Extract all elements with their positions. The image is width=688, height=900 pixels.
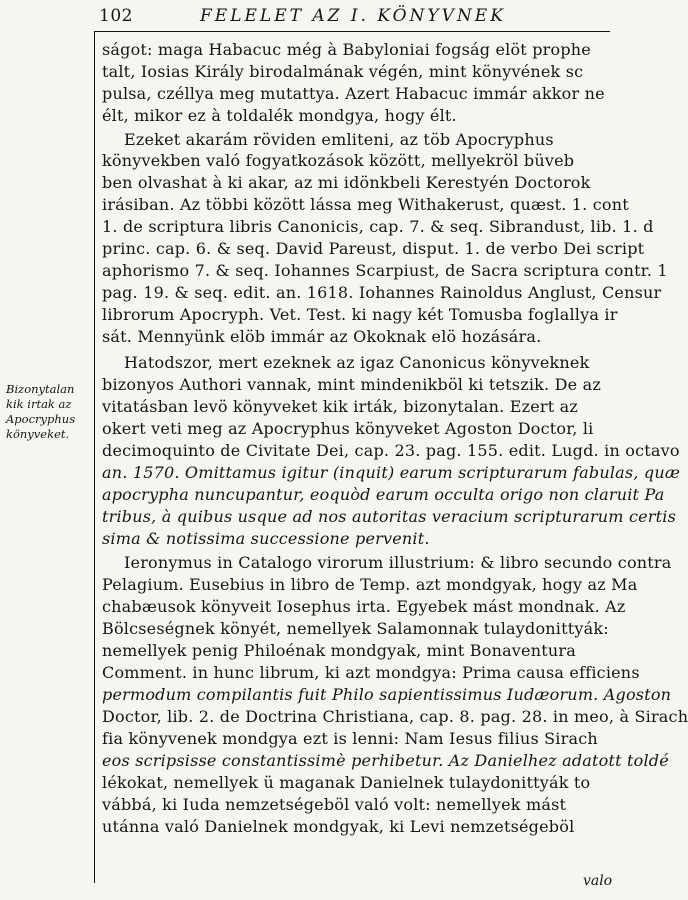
text-line: tribus, à quibus usque ad nos autoritas veracium scripturarum certis — [102, 507, 676, 526]
text-line: talt, Iosias Király birodalmának végén, mint könyvének sc — [102, 62, 584, 81]
text-line: nemellyek penig Philoénak mondgyak, mint Bonaventura — [102, 641, 576, 660]
marginal-note-line: könyveket. — [6, 427, 70, 441]
text-line: Doctor, lib. 2. de Doctrina Christiana, cap. 8. pag. 28. in meo, à Sirach — [102, 707, 688, 726]
header-rule — [95, 31, 610, 32]
text-line: eos scripsisse constantissimè perhibetur. Az Danielhez adatott toldé — [102, 751, 669, 770]
text-line: pulsa, czéllya meg mutattya. Azert Habacuc immár akkor ne — [102, 84, 605, 103]
text-line: ben olvashat à ki akar, az mi idönkbeli Kerestyén Doctorok — [102, 173, 591, 192]
text-line: utánna való Danielnek mondgyak, ki Levi nemzetségeböl — [102, 817, 575, 836]
text-line: élt, mikor ez à toldalék mondgya, hogy élt. — [102, 106, 457, 125]
text-line: Ieronymus in Catalogo virorum illustrium: & libro secundo contra — [124, 553, 672, 572]
text-line: ságot: maga Habacuc még à Babyloniai fogság elöt prophe — [102, 40, 591, 59]
text-line: vitatásban levö könyveket kik irták, bizonytalan. Ezert az — [102, 397, 579, 416]
page-number: 102 — [99, 6, 133, 26]
text-line: chabæusok könyveit Iosephus irta. Egyebek mást mondnak. Az — [102, 597, 626, 616]
text-line: Ezeket akarám röviden emliteni, az töb Apocryphus — [124, 130, 554, 149]
text-line: bizonyos Authori vannak, mint mindenikböl ki tetszik. De az — [102, 375, 601, 394]
marginal-note-line: Bizonytalan — [6, 382, 75, 396]
text-line: vábbá, ki Iuda nemzetségeböl való volt: nemellyek mást — [102, 795, 567, 814]
text-line: Hatodszor, mert ezeknek az igaz Canonicus könyveknek — [124, 353, 590, 372]
text-line: könyvekben való fogyatkozások között, mellyekröl büveb — [102, 151, 575, 170]
text-line: apocrypha nuncupantur, eoquòd earum occulta origo non claruit Pa — [102, 485, 665, 504]
text-line: 1. de scriptura libris Canonicis, cap. 7. & seq. Sibrandust, lib. 1. d — [102, 217, 654, 236]
text-line: okert veti meg az Apocryphus könyveket Agoston Doctor, li — [102, 419, 594, 438]
text-line: an. 1570. Omittamus igitur (inquit) earum scripturarum fabulas, quæ — [102, 463, 681, 482]
text-line: Comment. in hunc librum, ki azt mondgya: Prima causa efficiens — [102, 663, 640, 682]
text-line: permodum compilantis fuit Philo sapientissimus Iudæorum. Agoston — [102, 685, 672, 704]
text-line: fia könyvenek mondgya ezt is lenni: Nam Iesus filius Sirach — [102, 729, 598, 748]
marginal-note-line: Apocryphus — [6, 412, 76, 426]
text-line: sima & notissima successione pervenit. — [102, 529, 430, 548]
marginal-note-line: kik irtak az — [6, 397, 72, 411]
text-line: Pelagium. Eusebius in libro de Temp. azt mondgyak, hogy az Ma — [102, 575, 638, 594]
text-line: sát. Mennyünk elöb immár az Okoknak elö hozására. — [102, 327, 542, 346]
marginal-note — [6, 382, 90, 442]
catchword: valo — [583, 873, 613, 889]
running-head: FELELET AZ I. KÖNYVNEK — [200, 6, 506, 26]
text-line: aphorismo 7. & seq. Iohannes Scarpiust, de Sacra scriptura contr. 1 — [102, 261, 668, 280]
text-line: irásiban. Az többi között lássa meg Withakerust, quæst. 1. cont — [102, 195, 629, 214]
margin-rule — [94, 31, 95, 883]
text-line: decimoquinto de Civitate Dei, cap. 23. pag. 155. edit. Lugd. in octavo — [102, 441, 680, 460]
text-line: lékokat, nemellyek ü maganak Danielnek tulaydonittyák to — [102, 773, 591, 792]
text-line: princ. cap. 6. & seq. David Pareust, disput. 1. de verbo Dei script — [102, 239, 645, 258]
text-line: Bölcseségnek könyét, nemellyek Salamonnak tulaydonittyák: — [102, 619, 609, 638]
text-line: pag. 19. & seq. edit. an. 1618. Iohannes Rainoldus Anglust, Censur — [102, 283, 662, 302]
text-line: librorum Apocryph. Vet. Test. ki nagy két Tomusba foglallya ir — [102, 305, 618, 324]
